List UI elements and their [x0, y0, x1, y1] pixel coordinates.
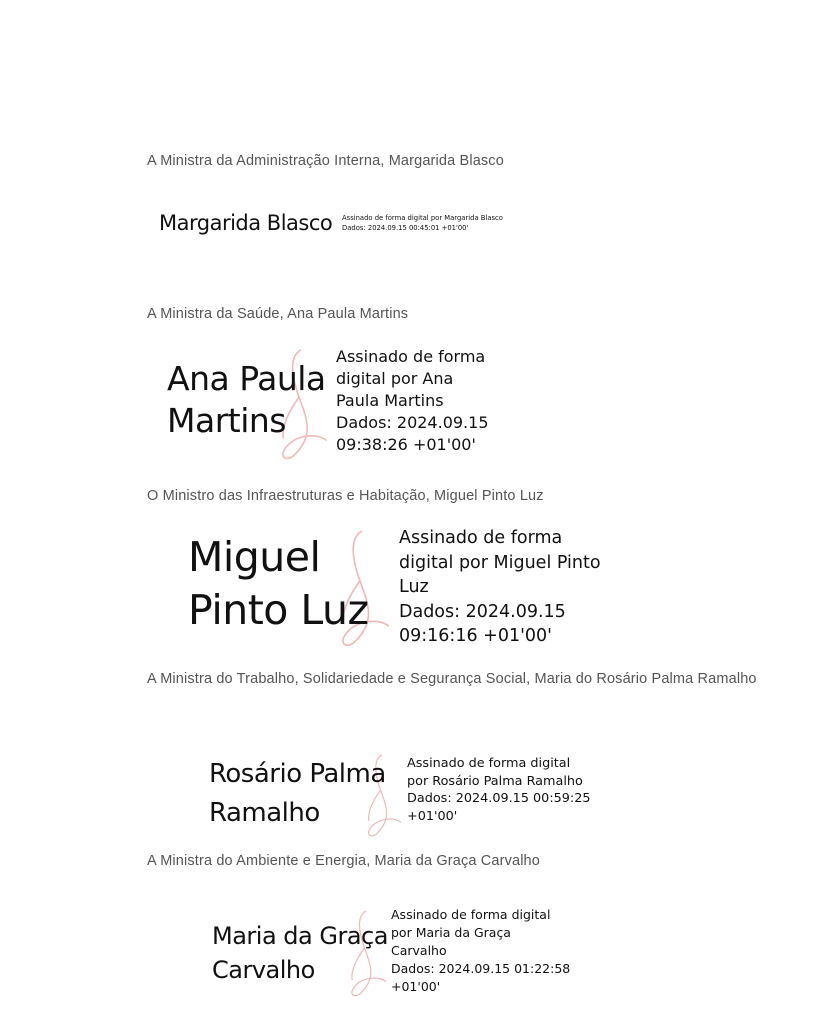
signer-name: [212, 919, 388, 987]
signature-detail-line: Assinado de forma digital: [407, 756, 571, 771]
digital-signature-block: [212, 906, 612, 1006]
signature-detail-line: Dados: 2024.09.15 00:59:25: [407, 791, 591, 806]
digital-signature-block: [188, 525, 628, 655]
digital-signature-block: [209, 752, 609, 842]
signature-detail-line: por Maria da Graça: [391, 925, 511, 940]
signer-name-line: Ramalho: [209, 798, 320, 828]
signature-detail-line: digital por Miguel Pinto: [399, 552, 601, 573]
signatory-caption: A Ministra do Ambiente e Energia, Maria da Graça Carvalho: [147, 853, 540, 869]
signatory-caption: A Ministra do Trabalho, Solidariedade e Segurança Social, Maria do Rosário Palma Ramalho: [147, 671, 757, 687]
signature-details: [342, 213, 503, 233]
signer-name-line: Pinto Luz: [188, 586, 369, 634]
signer-name-line: Martins: [167, 401, 286, 440]
signature-detail-line: 09:16:16 +01'00': [399, 626, 552, 646]
signer-name-line: Carvalho: [212, 956, 315, 984]
signature-detail-line: Assinado de forma digital por Margarida Blasco: [342, 214, 503, 222]
signature-detail-line: Assinado de forma: [399, 528, 563, 548]
signatory-caption: O Ministro das Infraestruturas e Habitação, Miguel Pinto Luz: [147, 488, 544, 504]
signer-name: [159, 208, 332, 238]
signature-detail-line: Luz: [399, 577, 429, 597]
signatory-caption: A Ministra da Saúde, Ana Paula Martins: [147, 306, 409, 322]
signer-name-line: Margarida Blasco: [159, 211, 333, 235]
signer-name-line: Maria da Graça: [212, 922, 388, 950]
signature-detail-line: por Rosário Palma Ramalho: [407, 773, 583, 789]
signature-detail-line: Dados: 2024.09.15 01:22:58: [391, 961, 571, 976]
signature-detail-line: Dados: 2024.09.15: [399, 601, 566, 622]
signer-name-line: Ana Paula: [167, 359, 326, 398]
signer-name: [209, 755, 386, 833]
signature-detail-line: 09:38:26 +01'00': [336, 435, 476, 454]
signature-detail-line: +01'00': [407, 808, 458, 824]
signature-details: [407, 755, 591, 825]
signature-details: [336, 346, 489, 456]
signature-detail-line: Carvalho: [391, 943, 447, 958]
signature-detail-line: Dados: 2024.09.15 00:45:01 +01'00': [342, 224, 469, 232]
signature-detail-line: digital por Ana: [336, 369, 454, 388]
signature-detail-line: Dados: 2024.09.15: [336, 413, 489, 432]
signature-detail-line: +01'00': [391, 979, 441, 994]
signatory-caption: A Ministra da Administração Interna, Margarida Blasco: [147, 153, 504, 169]
signature-details: [399, 526, 601, 649]
digital-signature-block: [159, 208, 519, 248]
signature-detail-line: Paula Martins: [336, 391, 444, 410]
signer-name: [167, 358, 326, 442]
signer-name-line: Miguel: [188, 533, 321, 581]
signature-details: [391, 906, 570, 996]
signer-name: [188, 531, 369, 637]
digital-signature-block: [167, 344, 507, 464]
signer-name-line: Rosário Palma: [209, 759, 386, 789]
signature-detail-line: Assinado de forma: [336, 347, 486, 366]
signature-detail-line: Assinado de forma digital: [391, 907, 551, 922]
